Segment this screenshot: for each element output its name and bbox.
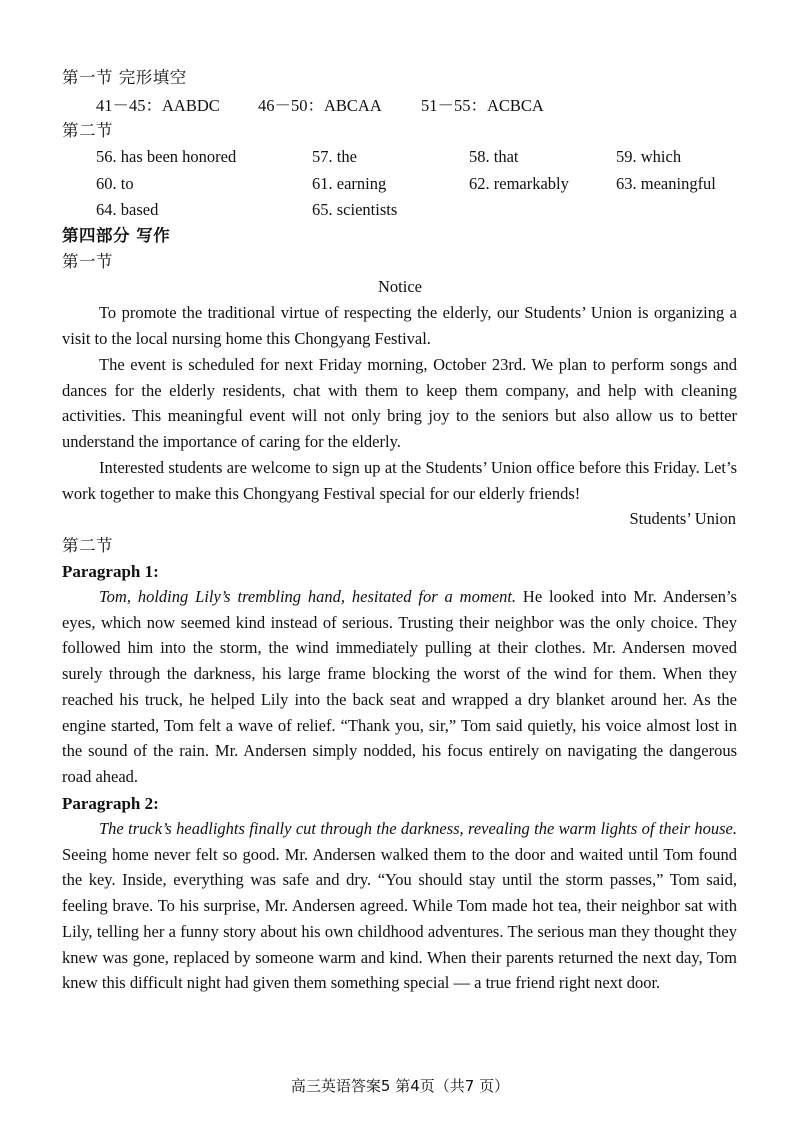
answer-60: 60. to [96,174,134,193]
answer-56: 56. has been honored [96,147,237,166]
answer-41-45: 41－45：AABDC [96,96,220,115]
paragraph2-lead: The truck’s headlights finally cut through the darkness, revealing the warm lights of their house. [99,819,737,838]
notice-title: Notice [378,277,422,296]
paragraph2-label: Paragraph 2: [62,794,159,813]
answer-59: 59. which [616,147,682,166]
paragraph1-lead: Tom, holding Lily’s trembling hand, hesitated for a moment. [99,587,517,606]
answer-61: 61. earning [312,174,387,193]
part4-heading: 第四部分 写作 [62,226,171,245]
paragraph1-text: He looked into Mr. Andersen’s eyes, which now seemed kind instead of serious. Trusting their neighbor was the only choice. They followed him into the storm, the wind immediately pulling at their clothes. Mr. Andersen moved surely through the darkness, his large frame blocking the worst of the wind for them. When they reached his truck, he helped Lily into the back seat and wrapped a dry blanket around her. As the engine started, Tom felt a wave of relief. “Thank you, sir,” Tom said quietly, his voice almost lost in the sound of the rain. Mr. Andersen simply nodded, his focus entirely on navigating the dangerous road ahead. [62,587,737,786]
section2-heading: 第二节 [62,121,113,140]
answer-64: 64. based [96,200,159,219]
answer-63: 63. meaningful [616,174,716,193]
answer-58: 58. that [469,147,519,166]
answer-65: 65. scientists [312,200,398,219]
answer-46-50: 46－50：ABCAA [258,96,382,115]
page-footer: 高三英语答案5 第4页（共7 页） [290,1077,510,1095]
notice-paragraph-1: To promote the traditional virtue of respecting the elderly, our Students’ Union is organizing a visit to the local nursing home this Chongyang Festival. [62,303,737,348]
paragraph1-body [62,584,737,790]
part4-section1-heading: 第一节 [62,252,113,271]
paragraph2-text: Seeing home never felt so good. Mr. Andersen walked them to the door and waited until Tom found the key. Inside, everything was safe and dry. “You should stay until the storm passes,” Tom said, feeling brave. To his surprise, Mr. Andersen agreed. While Tom made hot tea, their neighbor sat with Lily, telling her a funny story about his own childhood adventures. The serious man they thought they knew was gone, replaced by someone warm and kind. When their parents returned the next day, Tom knew this difficult night had given them something special — a true friend right next door. [62,844,737,993]
notice-paragraph-2: The event is scheduled for next Friday morning, October 23rd. We plan to perform songs and dances for the elderly residents, chat with them to keep them company, and help with cleaning activities. This meaningful event will not only bring joy to the seniors but also allow us to better understand the importance of caring for the elderly. [62,355,737,452]
notice-signature: Students’ Union [629,509,736,528]
paragraph1-label: Paragraph 1: [62,562,159,581]
paragraph2-body [62,816,737,996]
answer-51-55: 51－55：ACBCA [421,96,544,115]
section1-heading: 第一节 完形填空 [62,68,187,87]
answer-57: 57. the [312,147,357,166]
answer-62: 62. remarkably [469,174,569,193]
part4-section2-heading: 第二节 [62,536,113,555]
notice-paragraph-3: Interested students are welcome to sign up at the Students’ Union office before this Friday. Let’s work together to make this Chongyang Festival special for our elderly friends! [62,458,737,503]
